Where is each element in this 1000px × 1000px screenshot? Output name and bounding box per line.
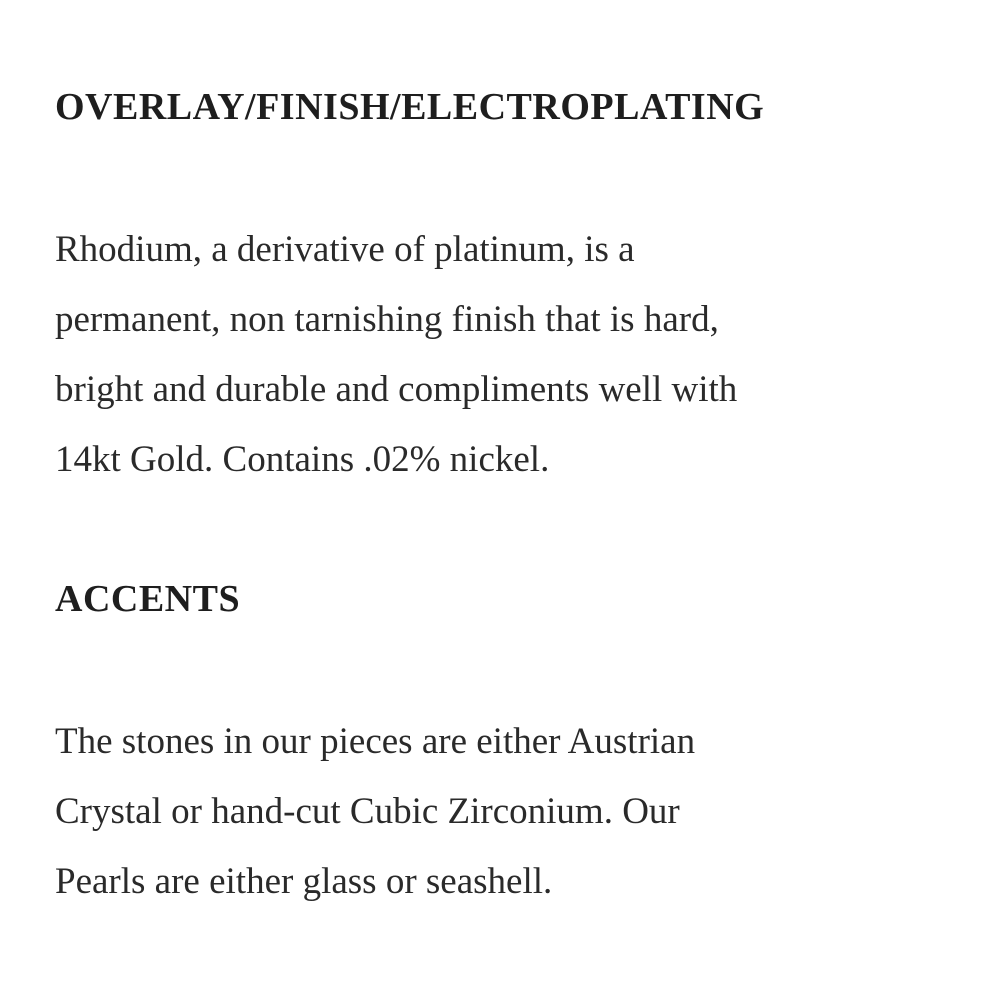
overlay-section-body [55, 215, 960, 495]
overlay-text-line: permanent, non tarnishing finish that is hard, [55, 299, 719, 340]
accents-section-body [55, 707, 960, 917]
accents-heading: ACCENTS [55, 578, 241, 620]
accents-text-line: Pearls are either glass or seashell. [55, 861, 553, 902]
overlay-heading: OVERLAY/FINISH/ELECTROPLATING [55, 86, 765, 128]
accents-text-line: Crystal or hand-cut Cubic Zirconium. Our [55, 791, 680, 832]
accents-paragraph [55, 707, 960, 917]
overlay-text-line: 14kt Gold. Contains .02% nickel. [55, 439, 550, 480]
accents-text-line: The stones in our pieces are either Austrian [55, 721, 696, 762]
overlay-section-header [55, 88, 960, 126]
accents-section-header [55, 580, 960, 618]
overlay-paragraph [55, 215, 960, 495]
overlay-text-line: Rhodium, a derivative of platinum, is a [55, 229, 635, 270]
overlay-text-line: bright and durable and compliments well with [55, 369, 738, 410]
